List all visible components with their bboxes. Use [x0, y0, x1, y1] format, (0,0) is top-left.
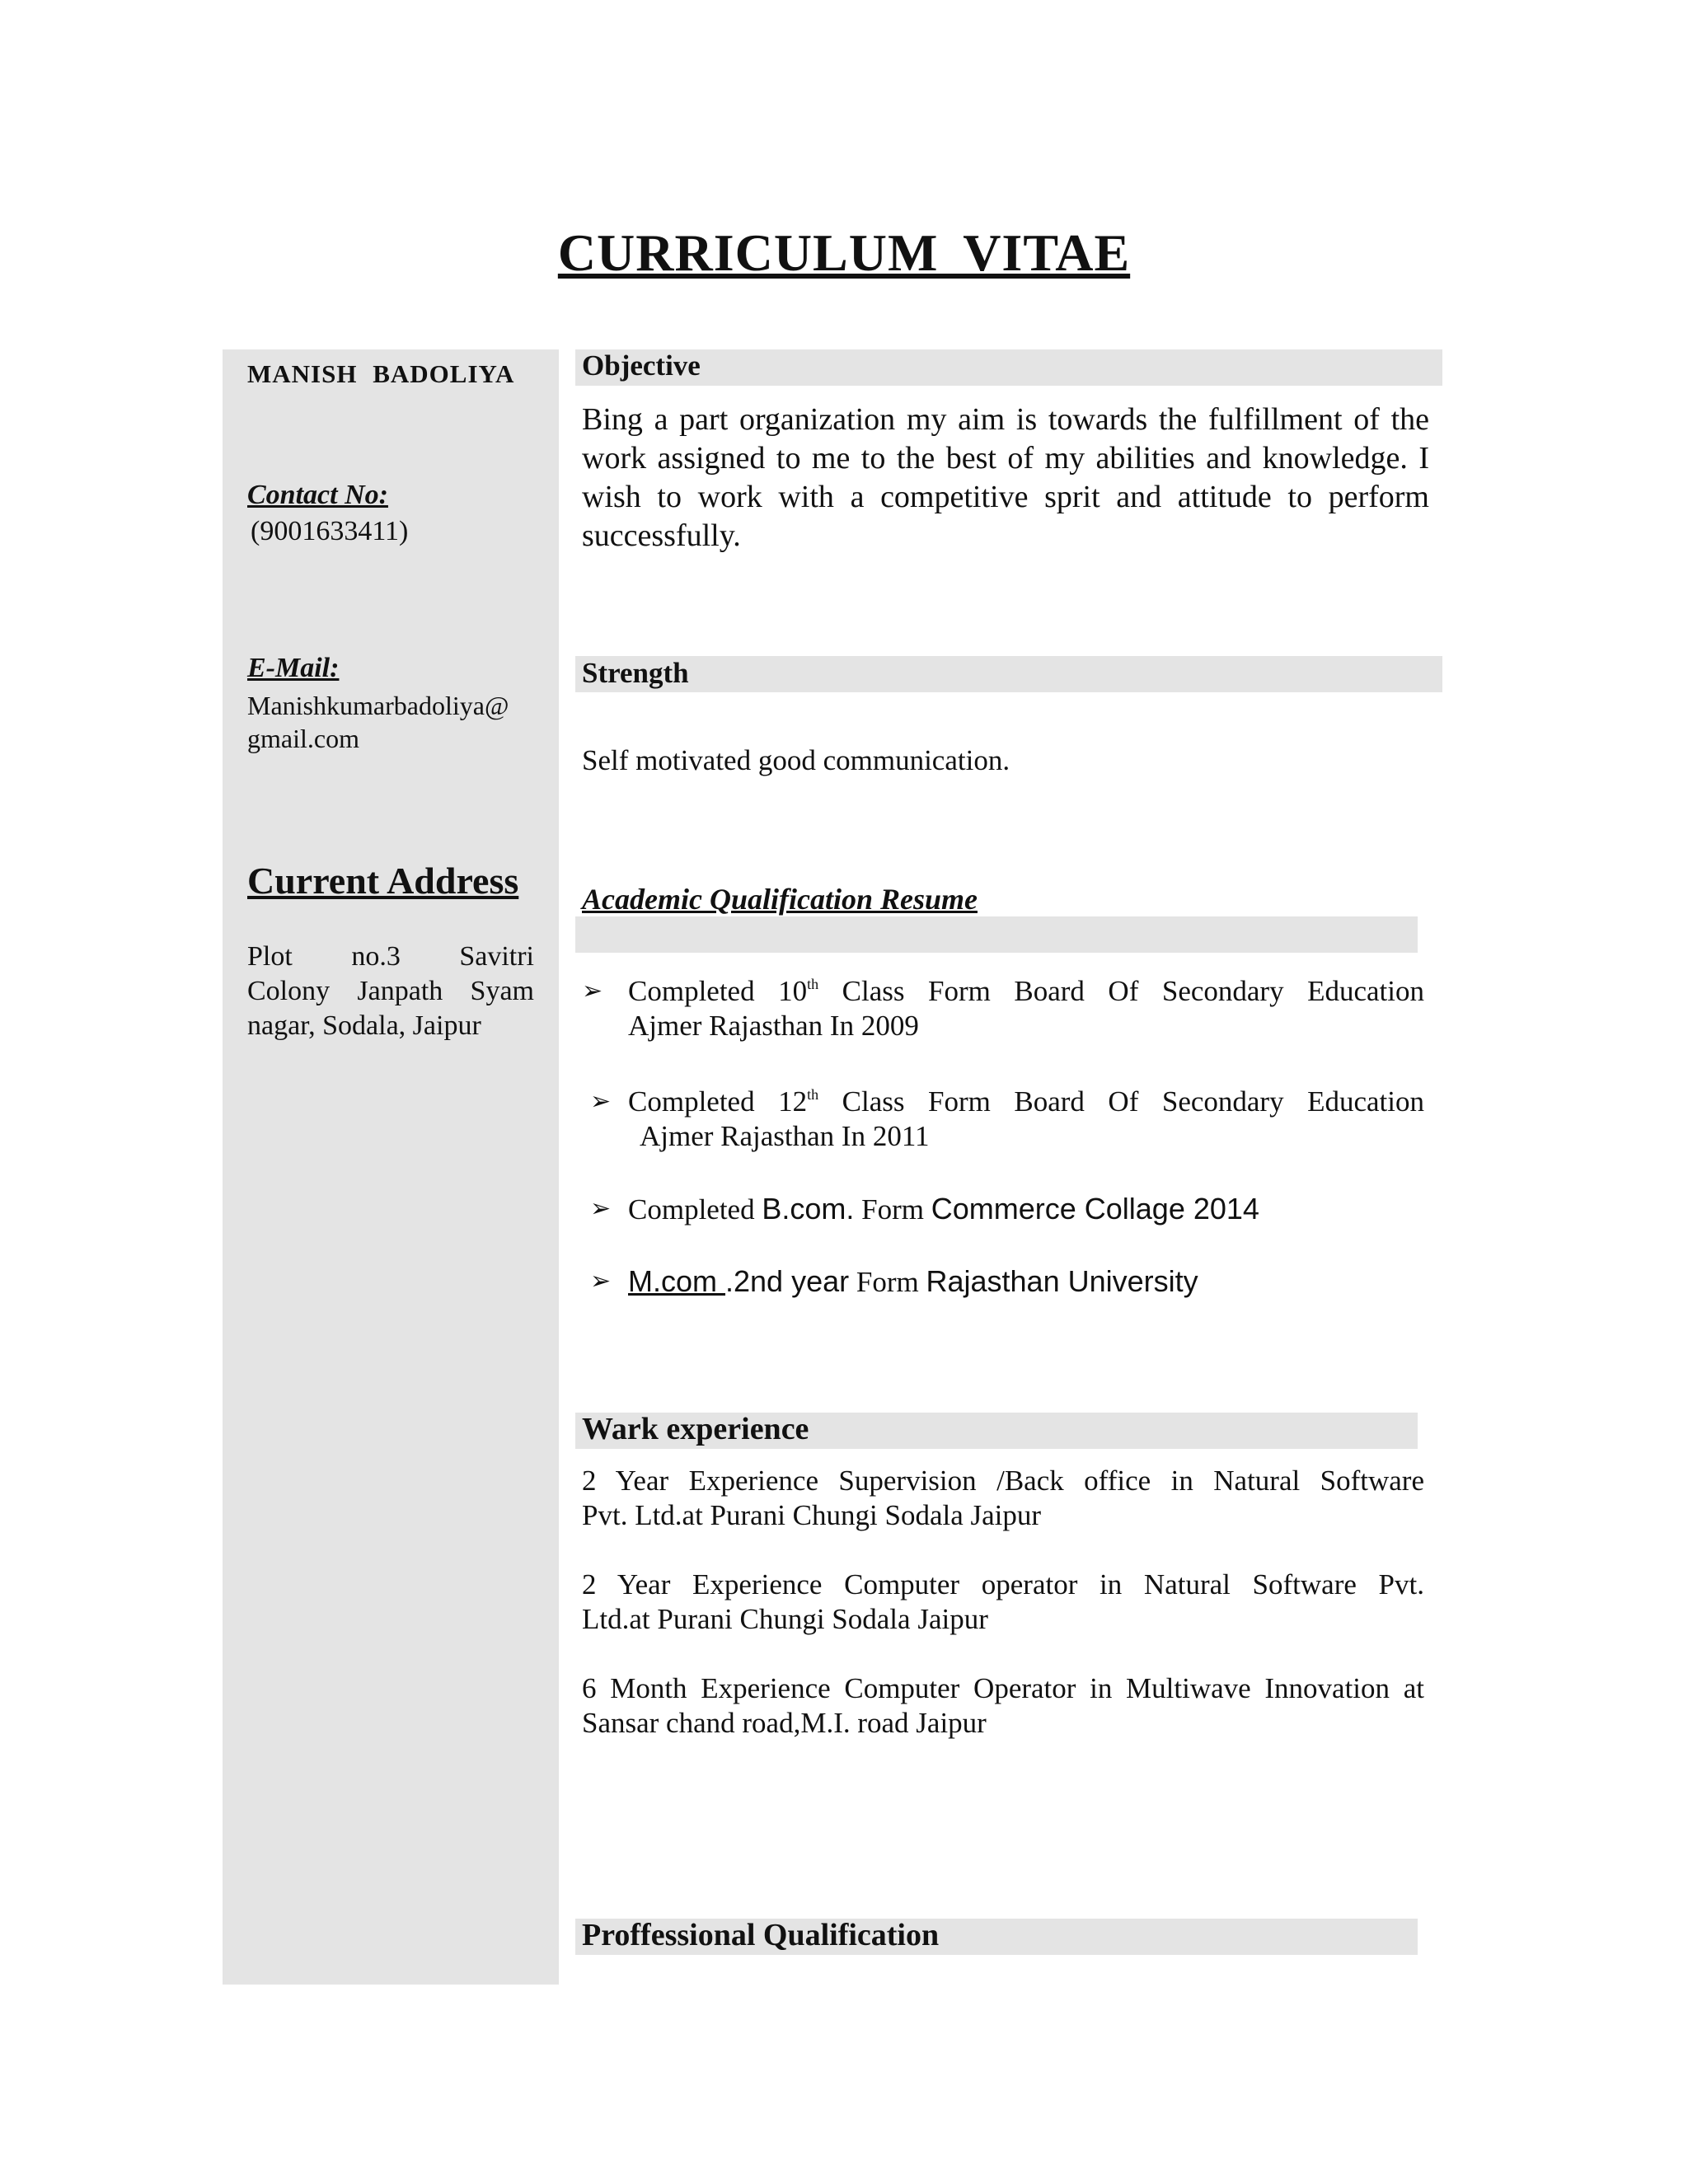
email-value	[247, 689, 544, 755]
strength-bar	[575, 656, 1442, 692]
address-line-1: Plot no.3 Savitri	[247, 941, 534, 972]
academic-item-text: Form	[854, 1193, 931, 1226]
academic-item-line2: Ajmer Rajasthan In 2009	[628, 1010, 919, 1042]
work-item: 2 Year Experience Supervision /Back office in Natural Software Pvt. Ltd.at Purani Chungi Sodala Jaipur	[582, 1465, 1424, 1531]
academic-item-text-rest: Class Form Board Of Secondary Education	[818, 1085, 1424, 1118]
institution-name: Commerce Collage 2014	[931, 1192, 1259, 1226]
academic-item-text-rest: Class Form Board Of Secondary Education	[818, 975, 1424, 1007]
academic-item	[590, 1264, 1424, 1304]
work-heading: Wark experience	[582, 1412, 809, 1446]
academic-item-text: Form	[849, 1266, 926, 1298]
objective-heading: Objective	[582, 349, 701, 382]
contact-value: (9001633411)	[251, 516, 409, 546]
work-item: 2 Year Experience Computer operator in Natural Software Pvt. Ltd.at Purani Chungi Sodala Jaipur	[582, 1568, 1424, 1635]
institution-name: Rajasthan University	[926, 1264, 1198, 1298]
academic-item-line2: Ajmer Rajasthan In 2011	[640, 1120, 930, 1152]
ordinal-suffix: th	[807, 1086, 819, 1103]
academic-item	[582, 974, 1424, 1043]
address-heading: Current Address	[247, 860, 519, 902]
strength-heading: Strength	[582, 657, 689, 689]
candidate-name: MANISH BADOLIYA	[247, 359, 515, 388]
work-item: 6 Month Experience Computer Operator in Multiwave Innovation at Sansar chand road,M.I. road Jaipur	[582, 1672, 1424, 1739]
academic-item-text: Completed 10	[628, 975, 808, 1007]
objective-text: Bing a part organization my aim is towards the fulfillment of the work assigned to me to the best of my abilities and knowledge. I wish to work with a competitive sprit and attitude to perform successfully.	[582, 402, 1429, 553]
academic-item	[590, 1085, 1424, 1154]
degree-name: M.com	[628, 1264, 726, 1298]
email-label: E-Mail:	[247, 653, 340, 683]
address-text	[247, 940, 534, 1043]
email-line-1: Manishkumarbadoliya@	[247, 691, 509, 720]
ordinal-suffix: th	[807, 976, 819, 992]
strength-text: Self motivated good communication.	[582, 744, 1010, 776]
professional-heading: Proffessional Qualification	[582, 1918, 940, 1952]
arrow-bullet-icon: ➢	[590, 1268, 612, 1295]
academic-bar	[575, 916, 1418, 953]
address-line-2: Colony Janpath Syam	[247, 976, 534, 1006]
arrow-bullet-icon: ➢	[590, 1088, 612, 1115]
degree-year: .2nd year	[725, 1264, 850, 1298]
page-title: CURRICULUM VITAE	[557, 223, 1131, 282]
address-line-3: nagar, Sodala, Jaipur	[247, 1010, 481, 1041]
academic-item-text: Completed	[628, 1193, 762, 1226]
arrow-bullet-icon: ➢	[590, 1195, 612, 1222]
arrow-bullet-icon: ➢	[582, 977, 603, 1005]
contact-label: Contact No:	[247, 480, 388, 510]
sidebar-panel	[223, 349, 559, 1985]
objective-bar	[575, 349, 1442, 386]
academic-item-text: Completed 12	[628, 1085, 808, 1118]
degree-name: B.com.	[762, 1192, 855, 1226]
work-list	[582, 1464, 1424, 1775]
academic-heading: Academic Qualification Resume	[582, 883, 978, 916]
email-line-2: gmail.com	[247, 724, 359, 753]
academic-item	[590, 1192, 1424, 1231]
